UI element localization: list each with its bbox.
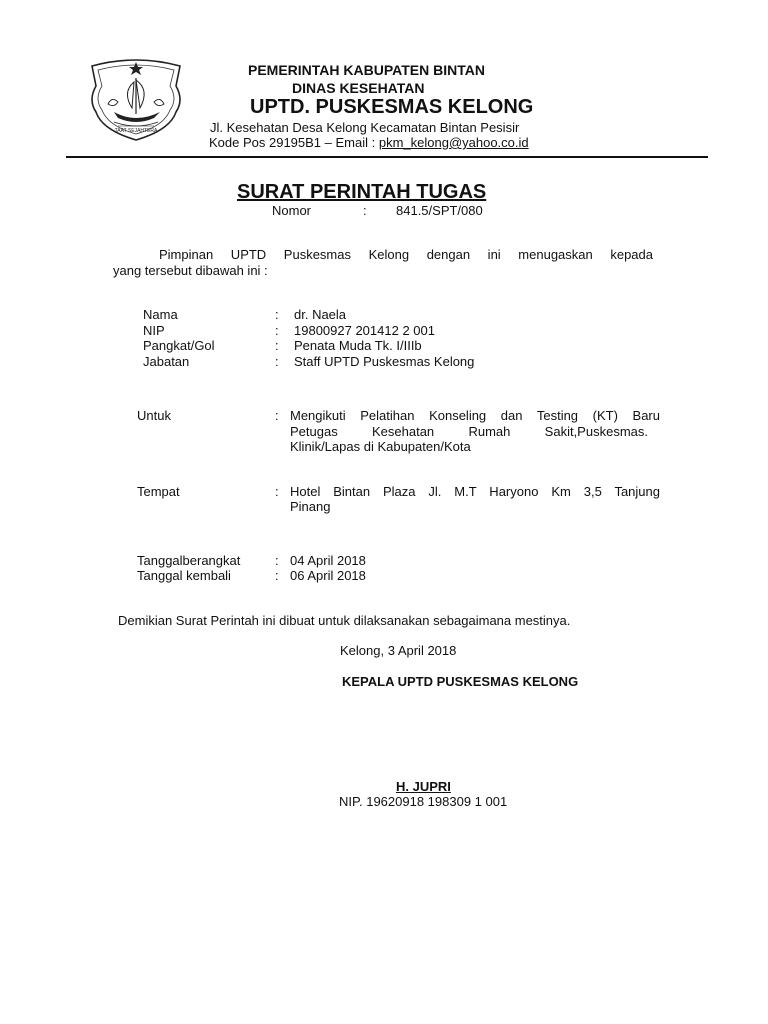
regency-emblem-icon: [84, 52, 188, 144]
departure-separator: :: [275, 553, 279, 568]
number-value: 841.5/SPT/080: [396, 203, 483, 218]
intro-line-1: Pimpinan UPTD Puskesmas Kelong dengan ini menugaskan kepada: [159, 247, 653, 262]
signatory-nip: NIP. 19620918 198309 1 001: [339, 794, 508, 809]
number-label: Nomor: [272, 203, 312, 218]
position-label: Jabatan: [143, 354, 190, 369]
nip-value: 19800927 201412 2 001: [294, 323, 435, 338]
document-title: SURAT PERINTAH TUGAS: [237, 181, 487, 203]
rank-value: Penata Muda Tk. I/IIIb: [294, 338, 422, 353]
purpose-line-1: Mengikuti Pelatihan Konseling dan Testing (KT) Baru: [290, 408, 660, 423]
departure-value: 04 April 2018: [290, 553, 366, 568]
closing-statement: Demikian Surat Perintah ini dibuat untuk dilaksanakan sebagaimana mestinya.: [118, 613, 571, 628]
nip-separator: :: [275, 323, 279, 338]
postal-code: Kode Pos 29195B1 – Email :: [209, 135, 379, 150]
purpose-separator: :: [275, 408, 279, 423]
position-separator: :: [275, 354, 279, 369]
position-value: Staff UPTD Puskesmas Kelong: [294, 354, 475, 369]
signatory-name: H. JUPRI: [396, 779, 451, 794]
return-label: Tanggal kembali: [137, 568, 231, 583]
address-line: Jl. Kesehatan Desa Kelong Kecamatan Bintan Pesisir: [210, 120, 520, 135]
name-label: Nama: [143, 307, 178, 322]
place-separator: :: [275, 484, 279, 499]
emblem-motto: TAAT SEJAHTERA: [114, 128, 158, 134]
contact-line: [209, 135, 529, 150]
departure-label: Tanggalberangkat: [137, 553, 241, 568]
name-value: dr. Naela: [294, 307, 347, 322]
name-separator: :: [275, 307, 279, 322]
purpose-line-2: Petugas Kesehatan Rumah Sakit,Puskesmas.: [290, 424, 648, 439]
gov-name: PEMERINTAH KABUPATEN BINTAN: [248, 62, 485, 78]
return-separator: :: [275, 568, 279, 583]
place-label: Tempat: [137, 484, 180, 499]
intro-line-2: yang tersebut dibawah ini :: [113, 263, 268, 278]
nip-label: NIP: [143, 323, 165, 338]
rank-separator: :: [275, 338, 279, 353]
header-divider: [66, 156, 708, 158]
place-date: Kelong, 3 April 2018: [340, 643, 457, 658]
place-line-1: Hotel Bintan Plaza Jl. M.T Haryono Km 3,5 Tanjung: [290, 484, 660, 499]
org-name: UPTD. PUSKESMAS KELONG: [250, 96, 534, 118]
purpose-line-3: Klinik/Lapas di Kabupaten/Kota: [290, 439, 471, 454]
return-value: 06 April 2018: [290, 568, 366, 583]
number-separator: :: [363, 203, 367, 218]
agency-name: DINAS KESEHATAN: [292, 80, 425, 96]
rank-label: Pangkat/Gol: [143, 338, 215, 353]
place-line-2: Pinang: [290, 499, 331, 514]
purpose-label: Untuk: [137, 408, 171, 423]
signatory-office: KEPALA UPTD PUSKESMAS KELONG: [342, 674, 579, 689]
email-link[interactable]: pkm_kelong@yahoo.co.id: [378, 135, 529, 150]
